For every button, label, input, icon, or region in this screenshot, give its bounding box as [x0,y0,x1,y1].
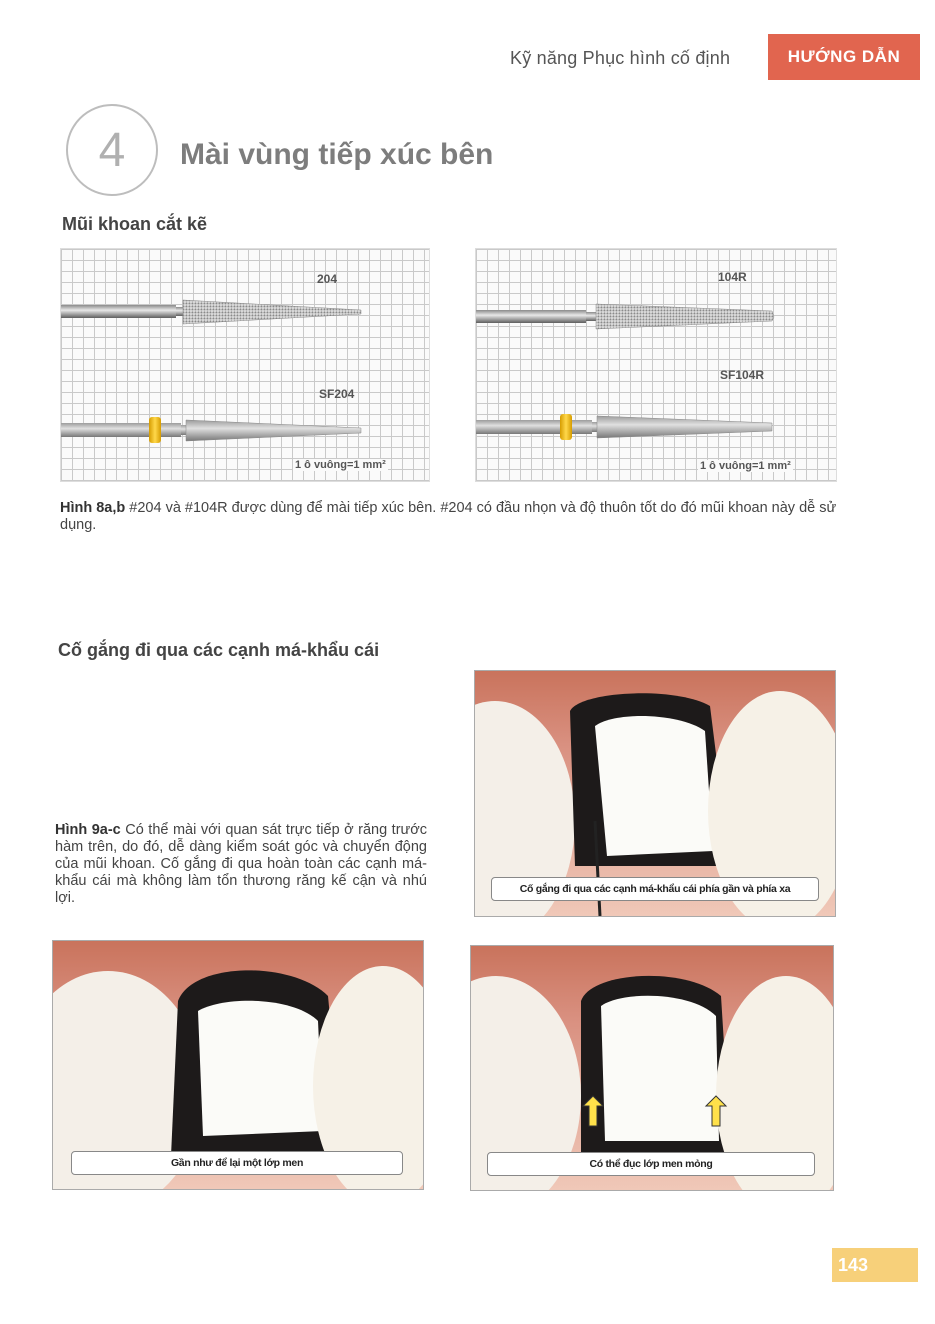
figure8-caption [60,500,850,534]
page-number: 143 [832,1248,918,1282]
photo-9b-label: Gần như để lại một lớp men [71,1151,403,1175]
bur-figure-right [475,248,837,482]
bur-figure-left [60,248,430,482]
scale-label-right: 1 ô vuông=1 mm² [700,460,791,472]
photo-9a-label: Cố gắng đi qua các cạnh má-khẩu cái phía gần và phía xa [491,877,819,901]
bur-204-image [61,295,371,329]
bur-104r-image [476,299,786,333]
figure8-caption-text: #204 và #104R được dùng để mài tiếp xúc bên. #204 có đầu nhọn và độ thuôn tốt do đó mũi khoan này dễ sử dụng. [60,500,837,533]
section-number-badge: 4 [66,104,158,196]
figure9-caption-text: Có thể mài với quan sát trực tiếp ở răng trước hàm trên, do đó, dễ dàng kiểm soát góc và chuyển động của mũi khoan. Cố gắng đi qua hoàn toàn các cạnh má-khẩu cái mà không làm tổn thương răng kế cận và nhú lợi. [55,822,428,906]
bur-sf204-image [61,414,371,448]
scale-label-left: 1 ô vuông=1 mm² [295,459,386,471]
burs-heading: Mũi khoan cắt kẽ [62,214,208,234]
figure8-caption-label: Hình 8a,b [60,500,126,516]
photo-9b [52,940,424,1190]
section-title: Mài vùng tiếp xúc bên [180,138,494,171]
bur-sf104r-image [476,411,786,445]
bur-label-sf204: SF204 [319,387,355,401]
figure9-caption [55,822,427,907]
running-header-title: Kỹ năng Phục hình cố định [510,48,731,68]
photo-9c [470,945,834,1191]
photo-9c-label: Có thể đục lớp men mỏng [487,1152,815,1176]
bur-label-104r: 104R [718,270,747,284]
bur-label-sf104r: SF104R [720,368,765,382]
chapter-tag: HƯỚNG DẪN [768,34,920,80]
photo-9a [474,670,836,917]
bur-label-204: 204 [317,272,338,286]
pass-heading: Cố gắng đi qua các cạnh má-khẩu cái [58,640,380,660]
figure9-caption-label: Hình 9a-c [55,822,121,838]
